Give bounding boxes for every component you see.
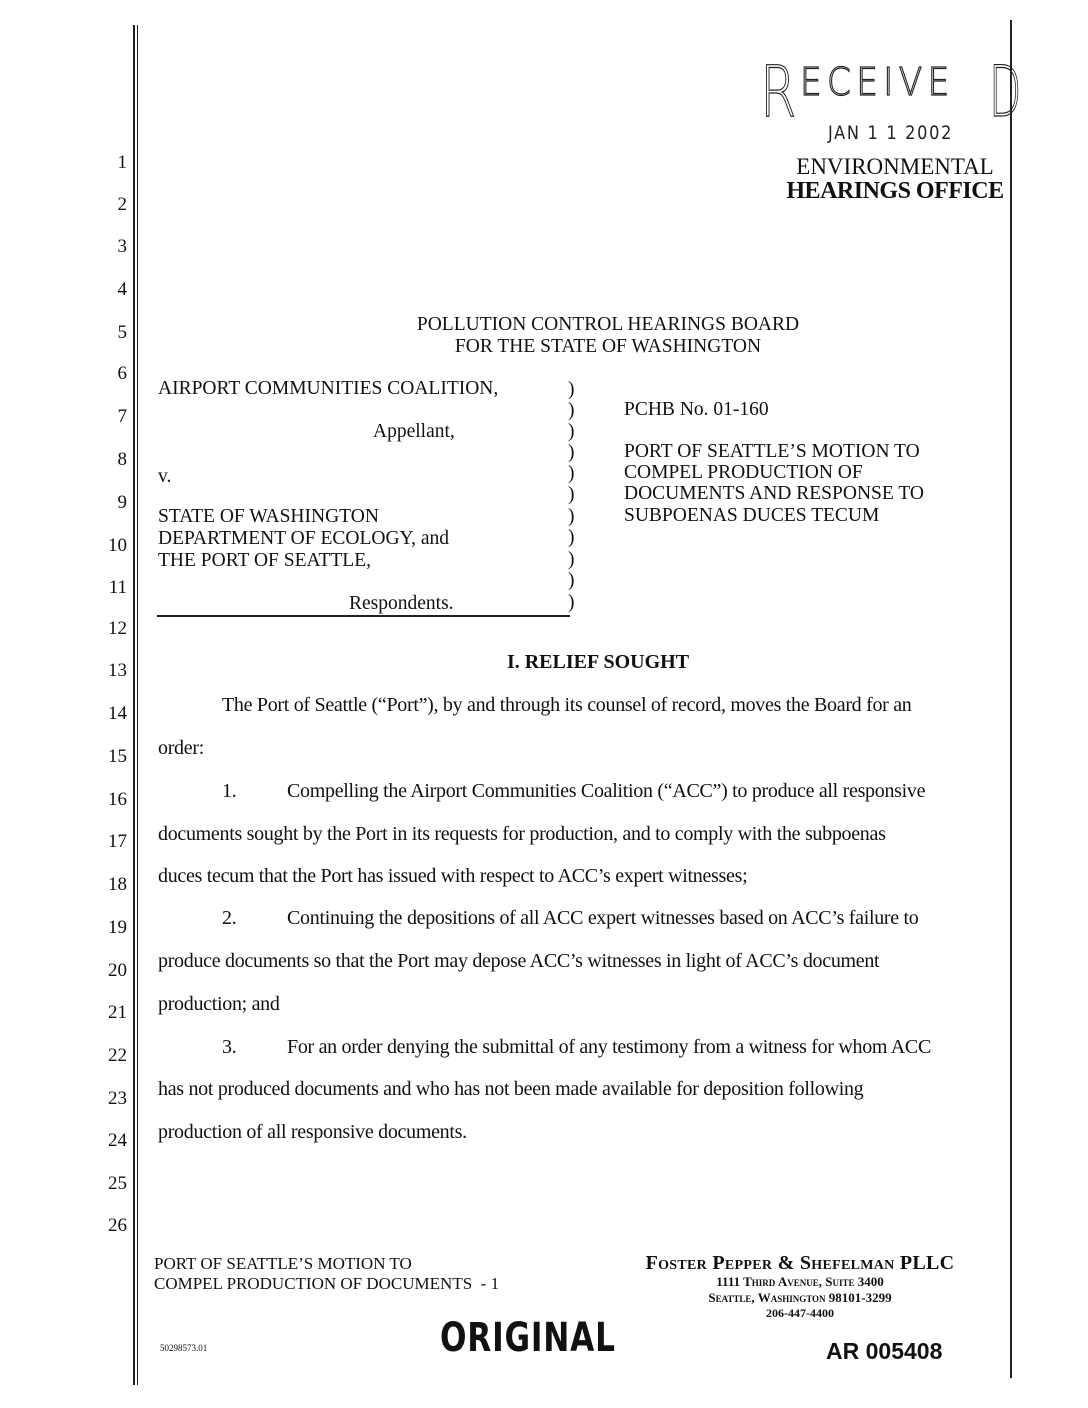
line-number: 9 (117, 492, 127, 513)
intro-line-1: The Port of Seattle (“Port”), by and through its counsel of record, moves the Board for an (222, 694, 912, 716)
line-number: 26 (108, 1215, 127, 1236)
bates-number: AR 005408 (826, 1338, 943, 1364)
office-line-1: ENVIRONMENTAL (796, 154, 994, 179)
received-stamp-letter-d: D (989, 51, 1022, 133)
line-number: 6 (117, 363, 127, 384)
line-number: 22 (108, 1045, 127, 1066)
caption-paren: ) (568, 527, 575, 548)
right-margin-rule (1010, 20, 1012, 1378)
line-number: 5 (117, 322, 127, 343)
document-id: 50298573.01 (160, 1343, 208, 1353)
line-number: 25 (108, 1173, 127, 1194)
item-line: Continuing the depositions of all ACC expert witnesses based on ACC’s failure to (287, 907, 919, 929)
motion-title-line-4: SUBPOENAS DUCES TECUM (624, 505, 880, 526)
intro-line-2: order: (158, 737, 204, 759)
received-stamp-office (770, 155, 1020, 203)
received-stamp-letters: ECEIVE (800, 60, 955, 104)
appellant-role: Appellant, (373, 421, 455, 442)
board-heading (158, 314, 978, 358)
line-number: 10 (108, 535, 127, 556)
item-line: produce documents so that the Port may depose ACC’s witnesses in light of ACC’s document (158, 950, 880, 972)
line-number: 15 (108, 746, 127, 767)
appellant-name: AIRPORT COMMUNITIES COALITION, (158, 378, 499, 399)
caption-underline (157, 615, 570, 617)
item-line: For an order denying the submittal of any testimony from a witness for whom ACC (287, 1036, 931, 1058)
caption-paren: ) (568, 484, 575, 505)
line-number: 1 (117, 152, 127, 173)
motion-title-line-1: PORT OF SEATTLE’S MOTION TO (624, 441, 920, 462)
section-heading: I. RELIEF SOUGHT (506, 651, 690, 673)
caption-paren: ) (568, 442, 575, 463)
caption-paren: ) (568, 379, 575, 400)
respondent-role: Respondents. (349, 593, 454, 614)
line-number: 19 (108, 917, 127, 938)
received-stamp-date: JAN 1 1 2002 (828, 122, 954, 144)
motion-title-line-2: COMPEL PRODUCTION OF (624, 462, 863, 483)
caption-paren: ) (568, 570, 575, 591)
item-line: documents sought by the Port in its requests for production, and to comply with the subpoenas (158, 823, 886, 845)
left-margin-rule-inner (137, 25, 139, 1385)
item-number: 1. (222, 780, 237, 802)
caption-paren: ) (568, 400, 575, 421)
received-stamp-letter-r: R (760, 51, 797, 133)
respondent-line-2: DEPARTMENT OF ECOLOGY, and (158, 528, 449, 549)
firm-address-2: Seattle, Washington 98101-3299 (708, 1290, 892, 1305)
board-line-2: FOR THE STATE OF WASHINGTON (454, 336, 762, 357)
firm-name: Foster Pepper & Shefelman PLLC (645, 1252, 955, 1274)
original-stamp: ORIGINAL (440, 1315, 616, 1361)
item-number: 3. (222, 1036, 237, 1058)
item-line: Compelling the Airport Communities Coalition (“ACC”) to produce all responsive (287, 780, 926, 802)
item-number: 2. (222, 907, 237, 929)
line-number: 21 (108, 1002, 127, 1023)
board-line-1: POLLUTION CONTROL HEARINGS BOARD (416, 314, 800, 335)
line-number: 16 (108, 789, 127, 810)
respondent-line-3: THE PORT OF SEATTLE, (158, 550, 371, 571)
line-number: 4 (117, 279, 127, 300)
line-number: 8 (117, 449, 127, 470)
caption-paren: ) (568, 463, 575, 484)
line-number: 20 (108, 960, 127, 981)
versus: v. (158, 466, 172, 487)
line-number: 18 (108, 874, 127, 895)
line-number: 2 (117, 194, 127, 215)
line-number: 11 (108, 577, 127, 598)
firm-phone: 206-447-4400 (766, 1306, 834, 1320)
case-number: PCHB No. 01-160 (624, 399, 769, 420)
office-line-2: HEARINGS OFFICE (786, 178, 1004, 204)
line-number: 7 (117, 406, 127, 427)
line-number: 13 (108, 660, 127, 681)
item-line: production of all responsive documents. (158, 1121, 467, 1143)
line-number: 17 (108, 831, 127, 852)
firm-address-1: 1111 Third Avenue, Suite 3400 (716, 1274, 884, 1289)
item-line: duces tecum that the Port has issued with respect to ACC’s expert witnesses; (158, 865, 748, 887)
footer-title-line-2: COMPEL PRODUCTION OF DOCUMENTS - 1 (154, 1274, 500, 1293)
respondent-line-1: STATE OF WASHINGTON (158, 506, 379, 527)
left-margin-rule-outer (133, 25, 135, 1385)
caption-paren: ) (568, 592, 575, 613)
item-line: production; and (158, 993, 280, 1015)
caption-paren: ) (568, 506, 575, 527)
line-number: 23 (108, 1088, 127, 1109)
caption-paren: ) (568, 421, 575, 442)
line-number: 3 (117, 236, 127, 257)
item-line: has not produced documents and who has not been made available for deposition following (158, 1078, 864, 1100)
footer-title-line-1: PORT OF SEATTLE’S MOTION TO (154, 1254, 412, 1273)
line-number: 14 (108, 703, 127, 724)
caption-paren: ) (568, 549, 575, 570)
line-number: 12 (108, 618, 127, 639)
line-number: 24 (108, 1130, 127, 1151)
motion-title-line-3: DOCUMENTS AND RESPONSE TO (624, 483, 924, 504)
